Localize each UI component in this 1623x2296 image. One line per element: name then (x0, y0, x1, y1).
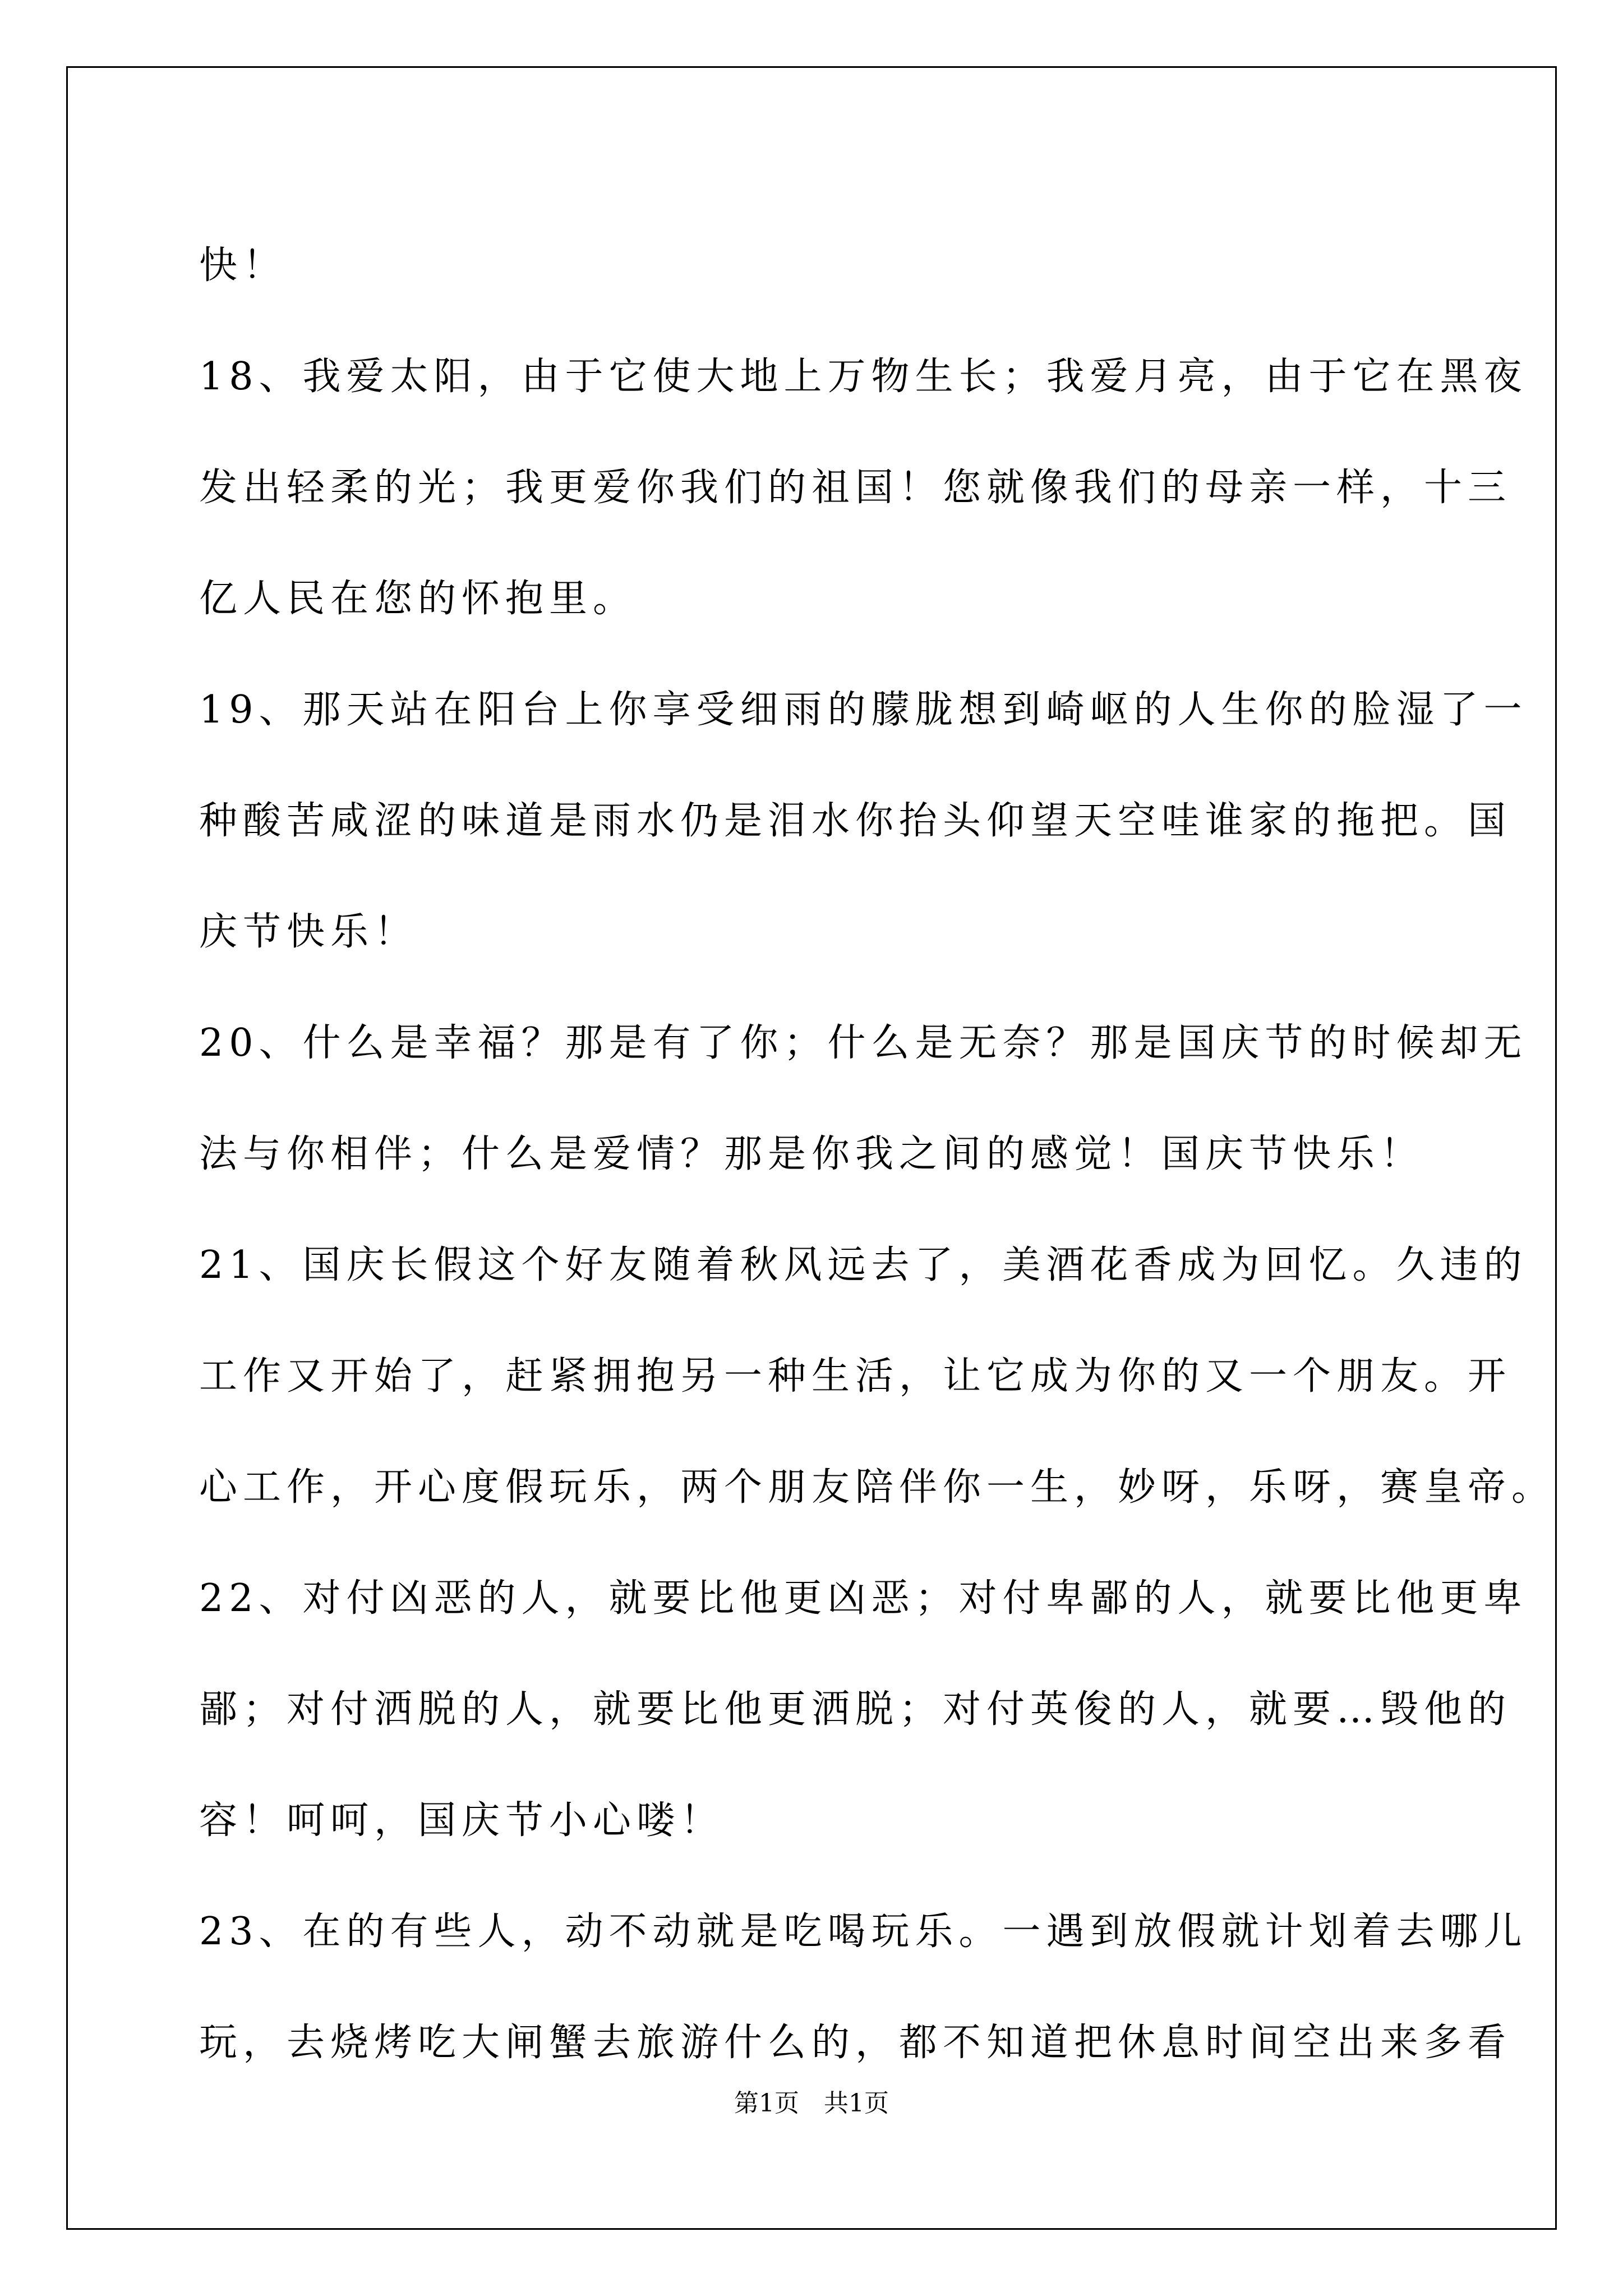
text-line: 21、国庆长假这个好友随着秋风远去了，美酒花香成为回忆。久违的 (199, 1243, 1528, 1287)
text-line: 发出轻柔的光；我更爱你我们的祖国！您就像我们的母亲一样，十三 (199, 466, 1512, 510)
text-line: 法与你相伴；什么是爱情？那是你我之间的感觉！国庆节快乐！ (199, 1132, 1424, 1176)
text-line: 19、那天站在阳台上你享受细雨的朦胧想到崎岖的人生你的脸湿了一 (199, 688, 1528, 732)
page-number-footer: 第1页 共1页 (734, 2089, 889, 2118)
text-line: 23、在的有些人，动不动就是吃喝玩乐。一遇到放假就计划着去哪儿 (199, 1910, 1528, 1954)
text-line: 种酸苦咸涩的味道是雨水仍是泪水你抬头仰望天空哇谁家的拖把。国 (199, 799, 1512, 843)
text-line: 玩，去烧烤吃大闸蟹去旅游什么的，都不知道把休息时间空出来多看 (199, 2021, 1512, 2065)
text-line: 鄙；对付洒脱的人，就要比他更洒脱；对付英俊的人，就要…毁他的 (199, 1687, 1512, 1732)
text-line: 18、我爱太阳，由于它使大地上万物生长；我爱月亮，由于它在黑夜 (199, 355, 1528, 399)
text-line: 工作又开始了，赶紧拥抱另一种生活，让它成为你的又一个朋友。开 (199, 1354, 1512, 1398)
text-line: 亿人民在您的怀抱里。 (199, 577, 637, 621)
text-line: 快！ (199, 243, 287, 288)
text-line: 庆节快乐！ (199, 910, 418, 954)
text-line: 22、对付凶恶的人，就要比他更凶恶；对付卑鄙的人，就要比他更卑 (199, 1576, 1528, 1621)
document-body (199, 210, 1556, 2099)
text-line: 20、什么是幸福？那是有了你；什么是无奈？那是国庆节的时候却无 (199, 1021, 1528, 1065)
text-line: 容！呵呵，国庆节小心喽！ (199, 1798, 725, 1843)
text-line: 心工作，开心度假玩乐，两个朋友陪伴你一生，妙呀，乐呀，赛皇帝。 (199, 1465, 1556, 1510)
